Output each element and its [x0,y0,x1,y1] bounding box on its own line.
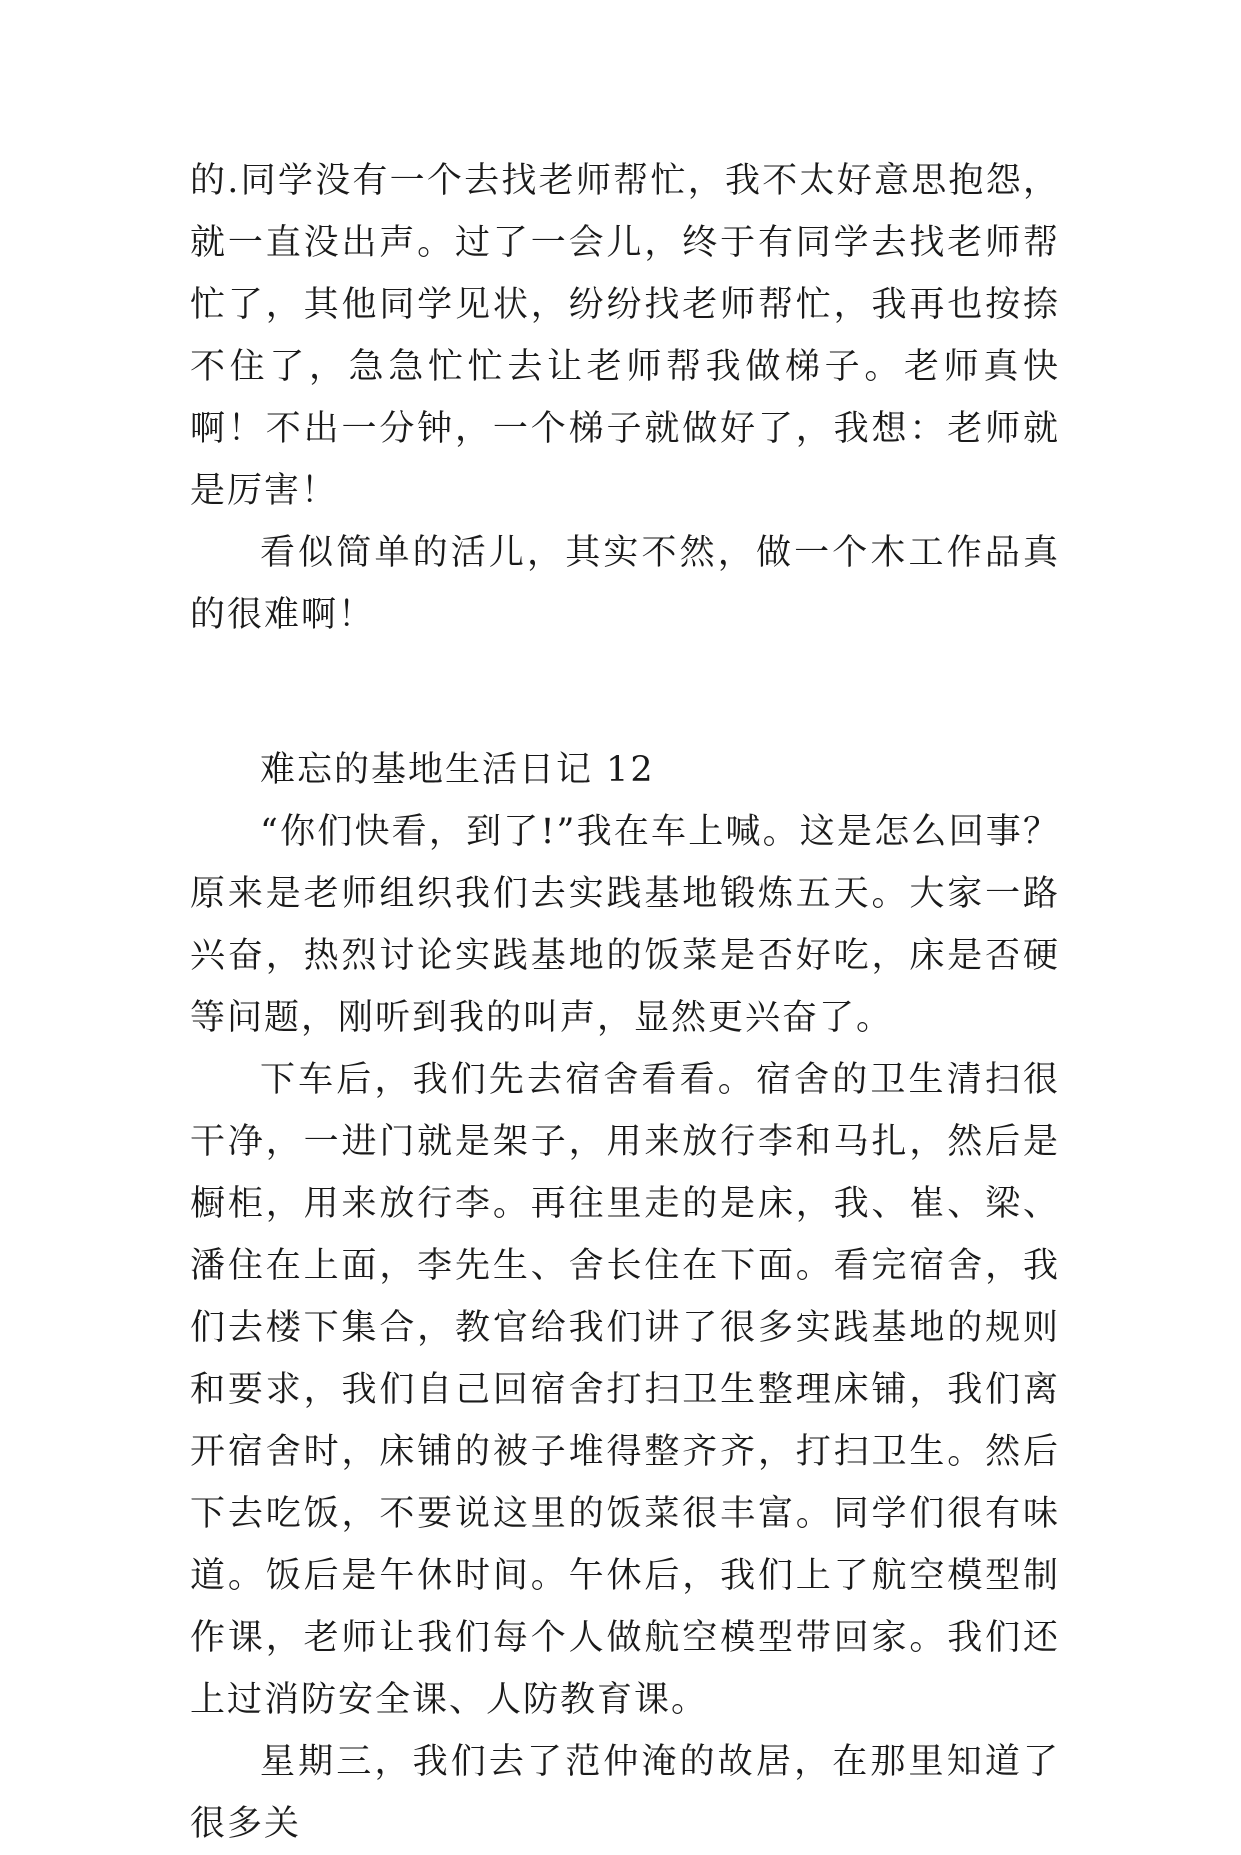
paragraph-continued: 的.同学没有一个去找老师帮忙，我不太好意思抱怨，就一直没出声。过了一会儿，终于有同学去找老师帮忙了，其他同学见状，纷纷找老师帮忙，我再也按捺不住了，急急忙忙去让老师帮我做梯子。老师真快啊！不出一分钟，一个梯子就做好了，我想：老师就是厉害！ [190,161,1060,511]
paragraph-conclusion: 看似简单的活儿，其实不然，做一个木工作品真的很难啊！ [190,533,1060,635]
document-body [190,150,1060,1855]
paragraph-arrival: “你们快看，到了!”我在车上喊。这是怎么回事？原来是老师组织我们去实践基地锻炼五天。大家一路兴奋，热烈讨论实践基地的饭菜是否好吃，床是否硬等问题，刚听到我的叫声，显然更兴奋了。 [190,812,1060,1038]
section-gap [190,646,1060,739]
paragraph-wednesday: 星期三，我们去了范仲淹的故居，在那里知道了很多关 [190,1742,1060,1844]
paragraph-dormitory: 下车后，我们先去宿舍看看。宿舍的卫生清扫很干净，一进门就是架子，用来放行李和马扎，然后是橱柜，用来放行李。再往里走的是床，我、崔、梁、潘住在上面，李先生、舍长住在下面。看完宿舍，我们去楼下集合，教官给我们讲了很多实践基地的规则和要求，我们自己回宿舍打扫卫生整理床铺，我们离开宿舍时，床铺的被子堆得整齐齐，打扫卫生。然后下去吃饭，不要说这里的饭菜很丰富。同学们很有味道。饭后是午休时间。午休后，我们上了航空模型制作课，老师让我们每个人做航空模型带回家。我们还上过消防安全课、人防教育课。 [190,1060,1060,1720]
section-heading: 难忘的基地生活日记 12 [260,750,655,790]
